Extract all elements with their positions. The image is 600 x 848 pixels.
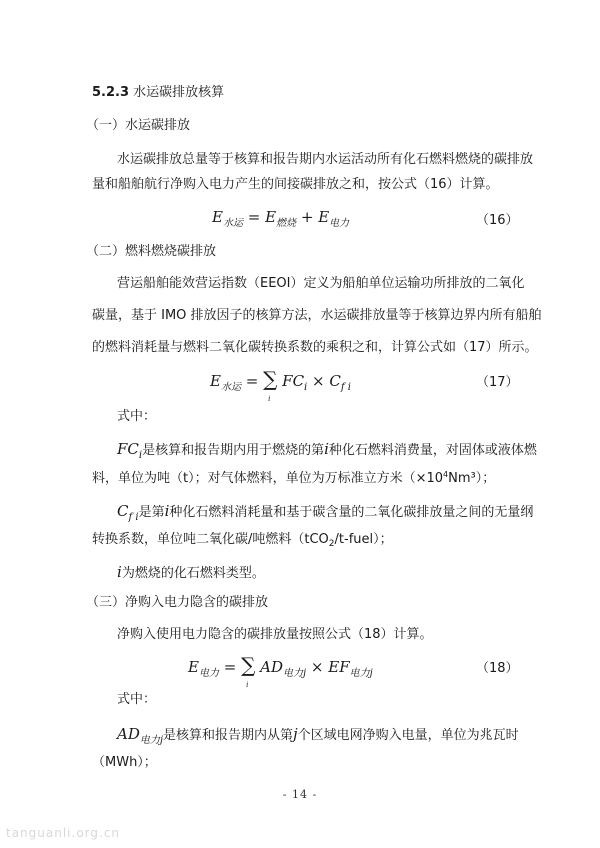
equation-17: $E_{水运}$ = ∑ i $FC_i \times C_{f i}$ xyxy=(210,367,351,403)
equation-18: $E_{电力}$ = ∑ i $AD_{电力j} \times EF_{电力j}$ xyxy=(188,653,373,689)
section-title: 水运碳排放核算 xyxy=(133,85,225,100)
where-label: 式中： xyxy=(117,692,157,707)
definition-i: i为燃烧的化石燃料类型。 xyxy=(117,563,265,581)
equation-16: $E_{水运} = E_{燃烧} + E_{电力}$ xyxy=(212,208,350,229)
equation-number-17: （17） xyxy=(476,375,519,390)
section-heading xyxy=(92,84,224,102)
page-number: - 14 - xyxy=(282,788,318,801)
where-label: 式中： xyxy=(117,409,157,424)
equation-number-18: （18） xyxy=(476,661,519,676)
paragraph-line: 水运碳排放总量等于核算和报告期内水运活动所有化石燃料燃烧的碳排放 xyxy=(117,152,534,167)
definition-ad-cont: （MWh）； xyxy=(92,755,157,770)
paragraph-line: 净购入使用电力隐含的碳排放量按照公式（18）计算。 xyxy=(117,627,433,642)
watermark: tanguanli.org.cn xyxy=(6,826,121,840)
paragraph-line: 碳量，基于 IMO 排放因子的核算方法，水运碳排放量等于核算边界内所有船舶 xyxy=(92,308,542,323)
paragraph-line: 量和船舶航行净购入电力产生的间接碳排放之和，按公式（16）计算。 xyxy=(92,177,499,192)
subheading-purchased-power: （三）净购入电力隐含的碳排放 xyxy=(86,595,269,610)
paragraph-line: 的燃料消耗量与燃料二氧化碳转换系数的乘积之和，计算公式如（17）所示。 xyxy=(92,340,538,355)
definition-fc-cont: 料，单位为吨（t）；对气体燃料，单位为万标准立方米$(\times 10^4Nm^3)$； xyxy=(92,470,496,486)
summation-symbol: ∑ i xyxy=(241,653,256,689)
definition-ad: $AD_{电力j}$是核算和报告期内从第j个区域电网净购入电量，单位为兆瓦时 xyxy=(117,725,519,746)
summation-symbol: ∑ i xyxy=(263,367,278,403)
paragraph-line: 营运船舶能效营运指数（EEOI）定义为船舶单位运输功所排放的二氧化 xyxy=(117,276,525,291)
definition-fc: $FC_i$是核算和报告期内用于燃烧的第i种化石燃料消费量，对固体或液体燃 xyxy=(117,440,537,461)
definition-c-cont: 转换系数，单位吨二氧化碳/吨燃料（tCO$_2$/t-fuel）； xyxy=(92,532,393,549)
subheading-fuel-combustion: （二）燃料燃烧碳排放 xyxy=(86,244,217,259)
section-number: 5.2.3 xyxy=(92,85,130,100)
definition-c: $C_{f i}$是第i种化石燃料消耗量和基于碳含量的二氧化碳排放量之间的无量纲 xyxy=(117,502,534,523)
subheading-water-emission: （一）水运碳排放 xyxy=(86,118,191,133)
equation-number-16: （16） xyxy=(476,213,519,228)
